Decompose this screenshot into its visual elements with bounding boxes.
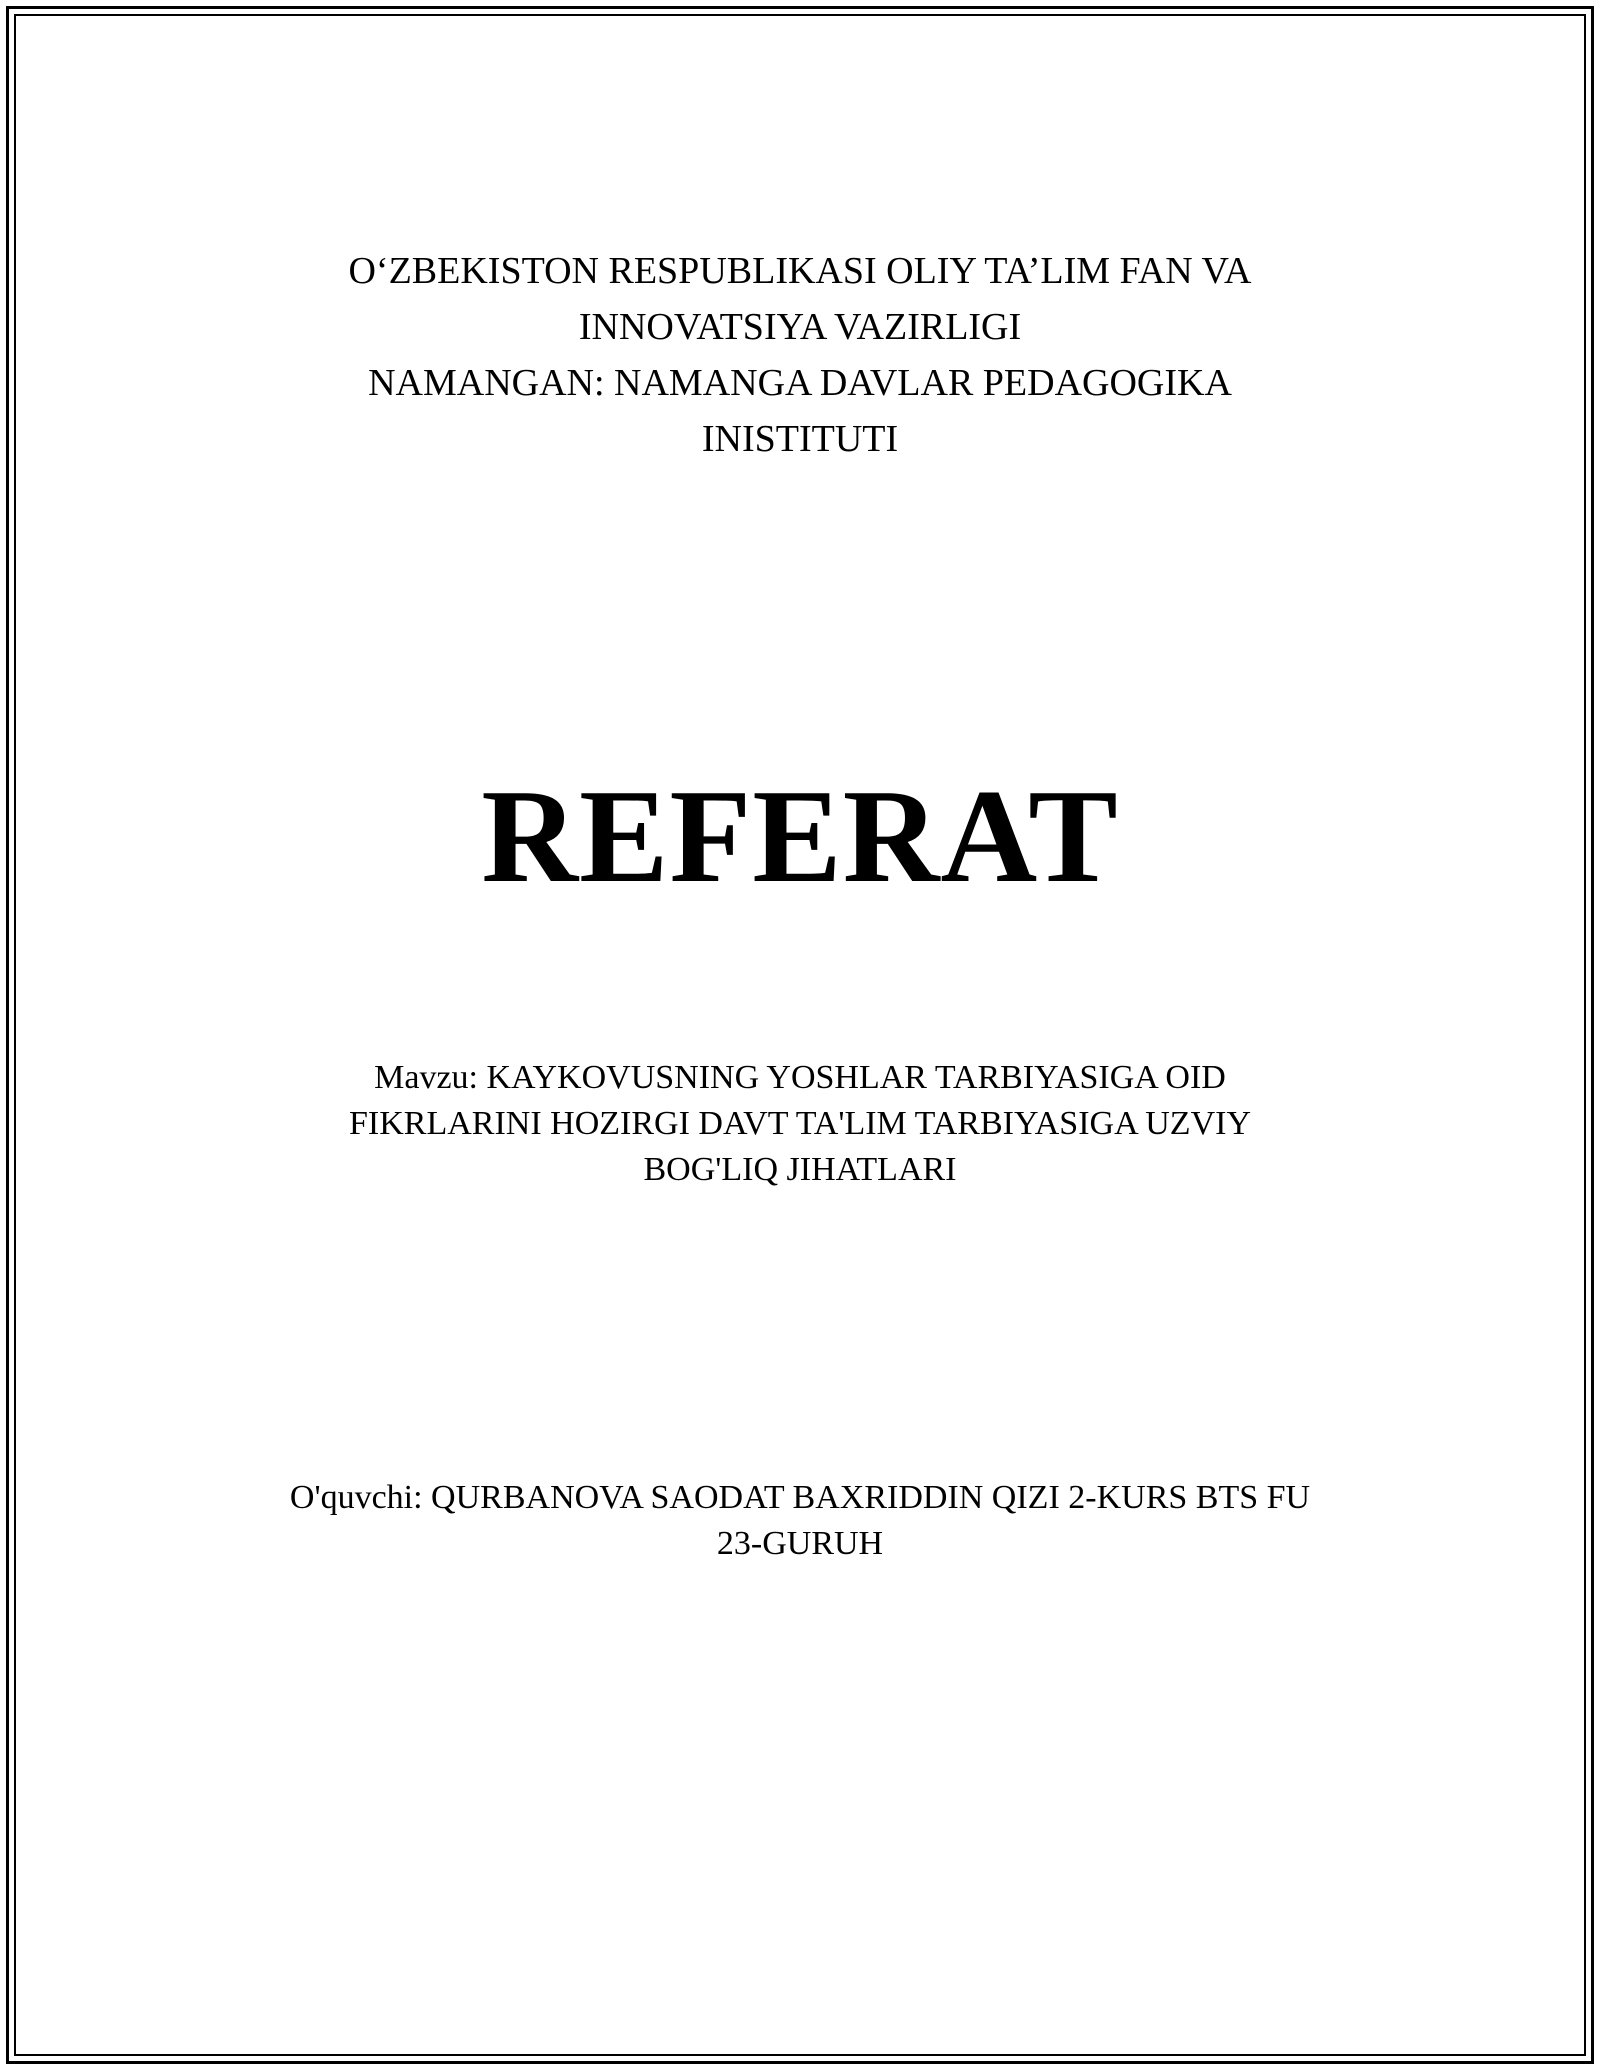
institution-header: [0, 243, 1600, 467]
student-line: 23-GURUH: [716, 1525, 884, 1562]
header-line: INISTITUTI: [701, 418, 899, 460]
topic-line: FIKRLARINI HOZIRGI DAVT TA'LIM TARBIYASIGA UZVIY: [349, 1105, 1251, 1142]
topic-line: BOG'LIQ JIHATLARI: [643, 1151, 957, 1188]
header-line: O‘ZBEKISTON RESPUBLIKASI OLIY TA’LIM FAN VA: [348, 250, 1252, 292]
header-line: INNOVATSIYA VAZIRLIGI: [578, 306, 1022, 348]
document-title: REFERAT: [481, 762, 1119, 910]
student-info: [0, 1475, 1600, 1567]
topic-line: Mavzu: KAYKOVUSNING YOSHLAR TARBIYASIGA OID: [374, 1059, 1226, 1096]
header-line: NAMANGAN: NAMANGA DAVLAR PEDAGOGIKA: [368, 362, 1232, 404]
student-line: O'quvchi: QURBANOVA SAODAT BAXRIDDIN QIZI 2-KURS BTS FU: [289, 1479, 1311, 1516]
topic-block: [0, 1055, 1600, 1193]
